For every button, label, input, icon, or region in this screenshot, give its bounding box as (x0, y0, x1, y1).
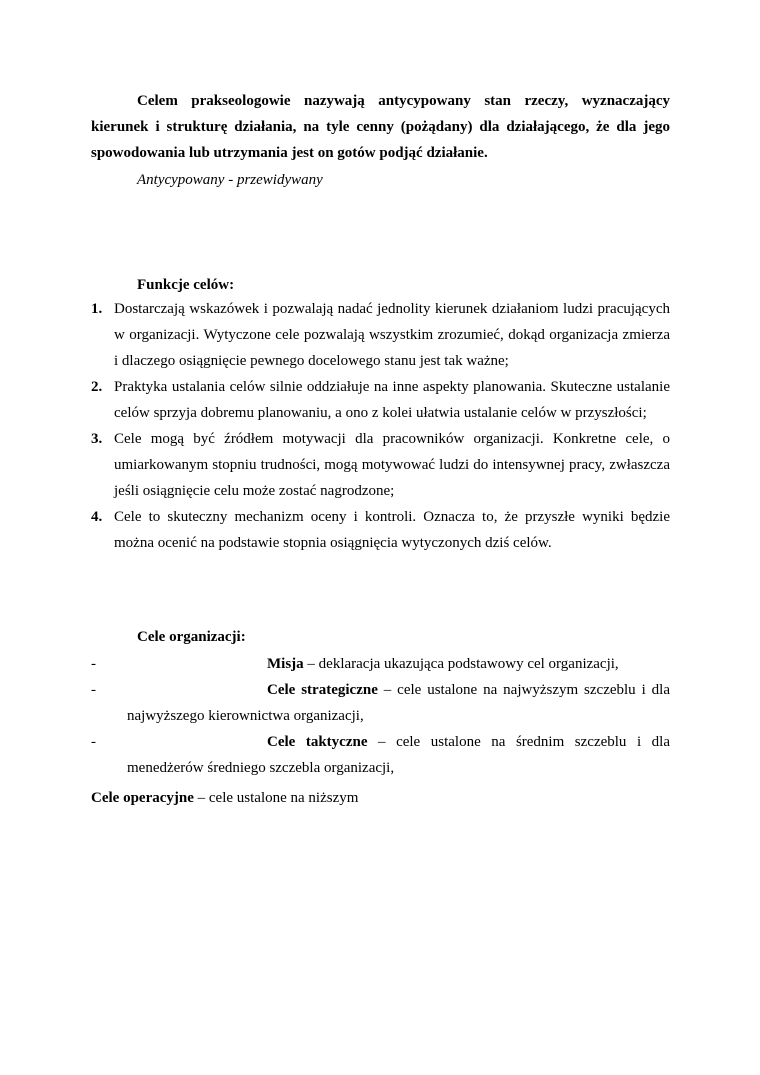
intro-text: Celem prakseologowie nazywają antycypowany stan rzeczy, wyznaczający kierunek i strukturę działania, na tyle cenny (pożądany) dla działającego, że dla jego spowodowania lub utrzymania jest on gotów podjąć działanie. (91, 93, 670, 161)
list-item (91, 374, 670, 426)
list-item-text: Cele to skuteczny mechanizm oceny i kontroli. Oznacza to, że przyszłe wyniki będzie można ocenić na podstawie stopnia osiągnięcia wytyczonych dziś celów. (114, 509, 670, 551)
list-number: 1. (91, 301, 103, 317)
functions-heading: Funkcje celów: (137, 277, 235, 293)
list-number: 3. (91, 431, 103, 447)
list-item-text: Cele mogą być źródłem motywacji dla pracowników organizacji. Konkretne cele, o umiarkowanym stopniu trudności, mogą motywować ludzi do intensywnej pracy, zwłaszcza jeśli osiągnięcie celu może zostać nagrodzone; (114, 431, 670, 499)
org-goal-desc: – deklaracja ukazująca podstawowy cel organizacji, (303, 656, 619, 672)
list-item (91, 426, 670, 504)
list-number: 2. (91, 379, 103, 395)
org-goal-desc: – cele ustalone na średnim szczeblu i dla menedżerów średniego szczebla organizacji, (127, 734, 670, 776)
org-goal-desc: – cele ustalone na najwyższym szczeblu i dla najwyższego kierownictwa organizacji, (127, 682, 670, 724)
org-goal-item (91, 729, 670, 781)
org-goal-term: Misja (267, 656, 304, 672)
intro-note: Antycypowany - przewidywany (137, 172, 323, 188)
list-item (91, 296, 670, 374)
list-number: 4. (91, 509, 103, 525)
operational-term: Cele operacyjne (91, 790, 194, 806)
org-goal-item (91, 677, 670, 729)
dash-bullet: - (91, 734, 96, 750)
list-item-text: Dostarczają wskazówek i pozwalają nadać jednolity kierunek działaniom ludzi pracujących w organizacji. Wytyczone cele pozwalają wszystkim zrozumieć, dokąd organizacja zmierza i dlaczego osiągnięcie pewnego docelowego stanu jest tak ważne; (114, 301, 670, 369)
operational-goal-line (91, 785, 358, 811)
dash-bullet: - (91, 656, 96, 672)
functions-list (91, 296, 670, 556)
dash-bullet: - (91, 682, 96, 698)
operational-desc: – cele ustalone na niższym (193, 790, 359, 806)
org-goal-term: Cele strategiczne (267, 682, 378, 698)
intro-paragraph (91, 88, 670, 166)
list-item (91, 504, 670, 556)
org-goal-item (91, 651, 670, 677)
organization-heading: Cele organizacji: (137, 629, 246, 645)
list-item-text: Praktyka ustalania celów silnie oddziałuje na inne aspekty planowania. Skuteczne ustalanie celów sprzyja dobremu planowaniu, a ono z kolei ułatwia ustalanie celów w przyszłości; (114, 379, 670, 421)
org-goal-term: Cele taktyczne (267, 734, 368, 750)
